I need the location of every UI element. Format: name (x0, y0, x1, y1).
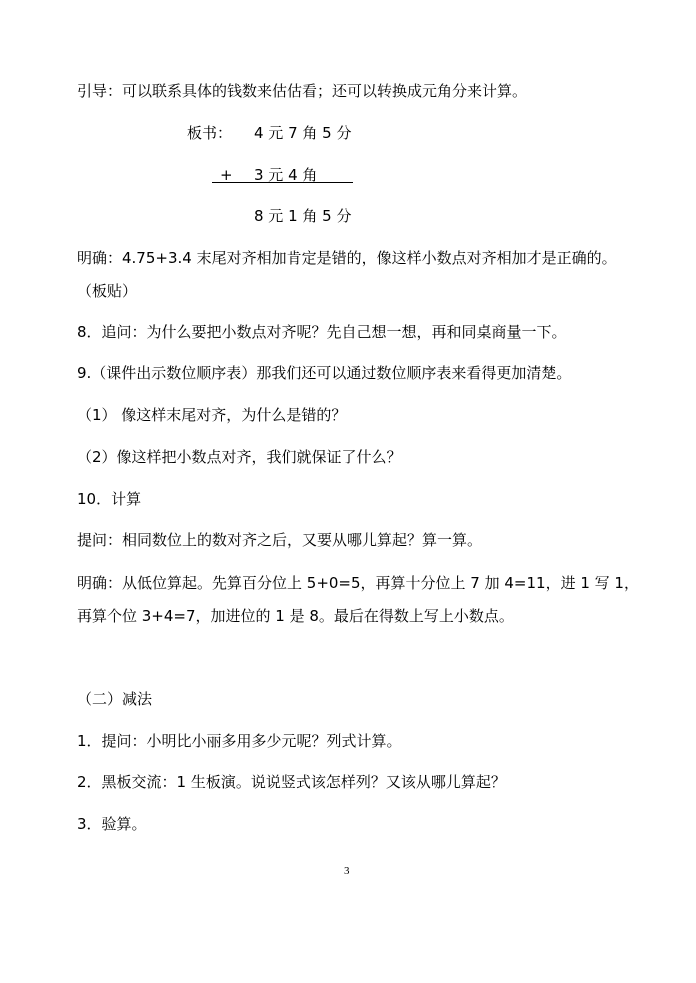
calc-result: 8 元 1 角 5 分 (254, 207, 352, 225)
clarify-2-line-a: 明确：从低位算起。先算百分位上 5+0=5，再算十分位上 7 加 4=11，进 1 写 1， (77, 574, 639, 592)
clarify-2-line-b: 再算个位 3+4=7，加进位的 1 是 8。最后在得数上写上小数点。 (77, 607, 514, 625)
item-10-heading: 10．计算 (77, 490, 142, 508)
item-9: 9.（课件出示数位顺序表）那我们还可以通过数位顺序表来看得更加清楚。 (77, 364, 572, 382)
clarify-1-line-a: 明确：4.75+3.4 末尾对齐相加肯定是错的，像这样小数点对齐相加才是正确的。 (77, 249, 617, 267)
section-2-heading: （二）减法 (77, 690, 153, 708)
subtraction-item-1: 1．提问：小明比小丽多用多少元呢？列式计算。 (77, 732, 402, 750)
ask-line: 提问：相同数位上的数对齐之后，又要从哪儿算起？算一算。 (77, 531, 483, 549)
sub-question-2: （2）像这样把小数点对齐，我们就保证了什么？ (77, 448, 402, 466)
sub-question-1: （1） 像这样末尾对齐，为什么是错的？ (77, 406, 347, 424)
calc-row-2: 3 元 4 角 (254, 166, 318, 184)
calc-plus-sign: + (220, 166, 233, 184)
board-label: 板书： (187, 124, 233, 142)
guide-line: 引导：可以联系具体的钱数来估估看；还可以转换成元角分来计算。 (77, 82, 528, 100)
clarify-1-line-b: （板贴） (77, 282, 138, 300)
calc-row-1: 4 元 7 角 5 分 (254, 124, 352, 142)
calc-underline (212, 182, 353, 183)
item-8: 8．追问：为什么要把小数点对齐呢？先自己想一想，再和同桌商量一下。 (77, 323, 567, 341)
subtraction-item-2: 2．黑板交流：1 生板演。说说竖式该怎样列？又该从哪儿算起？ (77, 773, 506, 791)
page-number: 3 (344, 865, 350, 877)
subtraction-item-3: 3．验算。 (77, 815, 147, 833)
